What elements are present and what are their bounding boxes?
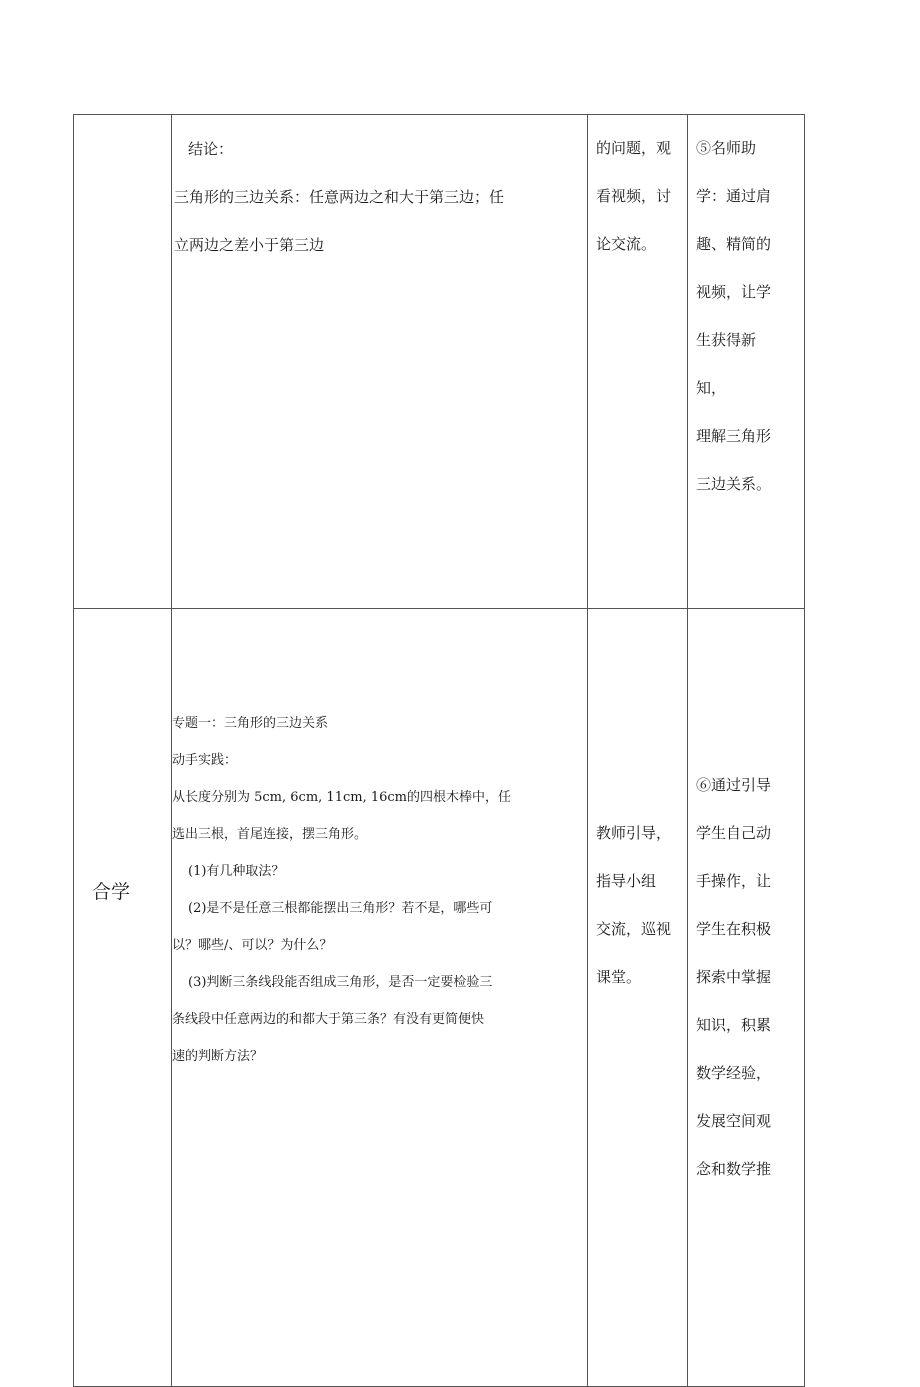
activity-line: 课堂。 xyxy=(596,968,642,986)
intent-line: 发展空间观 xyxy=(696,1112,772,1130)
content-line: 动手实践： xyxy=(172,753,238,768)
stage-cell xyxy=(74,609,172,1387)
intent-line: 三边关系。 xyxy=(696,475,772,493)
intent-line: 念和数学推 xyxy=(696,1160,772,1178)
intent-line: 理解三角形 xyxy=(696,427,772,445)
intent-line: 生获得新 xyxy=(696,331,757,349)
table-row xyxy=(74,609,805,1387)
design-intent-cell xyxy=(688,609,805,1387)
stage-cell xyxy=(74,115,172,609)
intent-line: 数学经验， xyxy=(696,1064,772,1082)
intent-line: ⑥通过引导 xyxy=(696,776,772,794)
content-line: 条线段中任意两边的和都大于第三条？有没有更简便快 xyxy=(172,1012,485,1027)
intent-line: 趣、精简的 xyxy=(696,235,772,253)
activity-line: 看视频，讨 xyxy=(596,187,672,205)
content-cell xyxy=(172,115,588,609)
intent-line: 手操作，让 xyxy=(696,872,772,890)
intent-line: 学：通过肩 xyxy=(696,187,772,205)
student-activity-cell xyxy=(588,609,688,1387)
conclusion-label: 结论： xyxy=(188,140,234,158)
content-line: 速的判断方法？ xyxy=(172,1049,264,1064)
intent-line: ⑤名师助 xyxy=(696,139,757,157)
question-line: (2)是不是任意三根都能摆出三角形？若不是，哪些可 xyxy=(188,901,493,916)
conclusion-line: 三角形的三边关系：任意两边之和大于第三边；任 xyxy=(174,188,505,206)
content-line: 以？哪些/、可以？为什么？ xyxy=(172,938,333,953)
content-line: 选出三根，首尾连接，摆三角形。 xyxy=(172,827,368,842)
activity-line: 教师引导， xyxy=(596,824,672,842)
table-row xyxy=(74,115,805,609)
activity-line: 交流，巡视 xyxy=(596,920,672,938)
topic-title: 专题一：三角形的三边关系 xyxy=(172,716,329,731)
intent-line: 探索中掌握 xyxy=(696,968,772,986)
activity-line: 指导小组 xyxy=(596,872,657,890)
intent-line: 知， xyxy=(696,379,727,397)
lesson-plan-table xyxy=(73,114,805,1387)
question-line: (3)判断三条线段能否组成三角形，是否一定要检验三 xyxy=(188,975,493,990)
activity-line: 论交流。 xyxy=(596,235,657,253)
intent-line: 知识，积累 xyxy=(696,1016,772,1034)
student-activity-cell xyxy=(588,115,688,609)
content-line: 从长度分别为 5cm, 6cm, 11cm, 16cm的四根木棒中，任 xyxy=(172,790,511,805)
intent-line: 视频，让学 xyxy=(696,283,772,301)
activity-line: 的问题，观 xyxy=(596,139,672,157)
question-line: (1)有几种取法？ xyxy=(188,864,285,879)
content-cell xyxy=(172,609,588,1387)
intent-line: 学生自己动 xyxy=(696,824,772,842)
design-intent-cell xyxy=(688,115,805,609)
intent-line: 学生在积极 xyxy=(696,920,772,938)
stage-label: 合学 xyxy=(92,881,131,903)
conclusion-line: 立两边之差小于第三边 xyxy=(174,236,325,254)
